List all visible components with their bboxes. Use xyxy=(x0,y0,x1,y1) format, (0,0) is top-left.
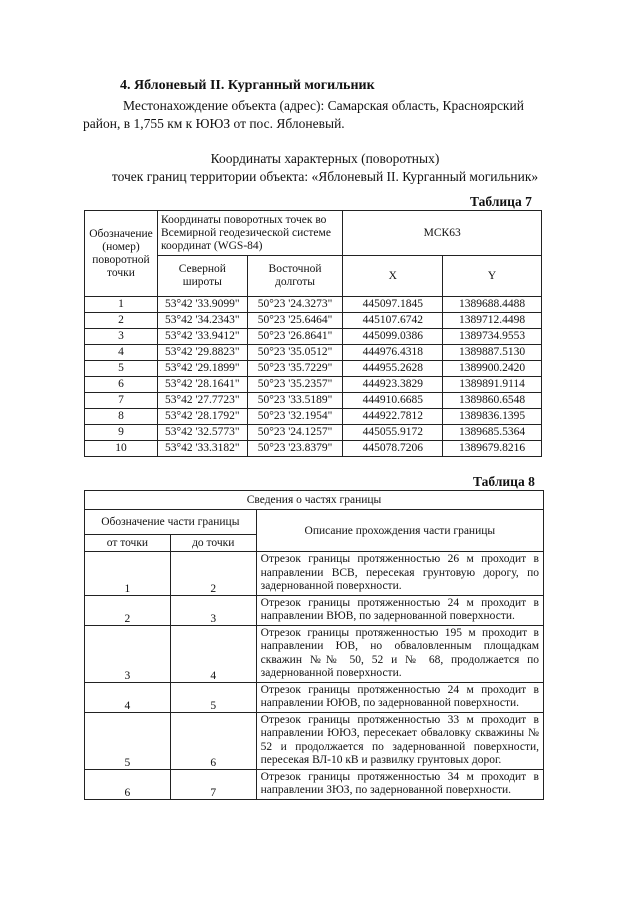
longitude-cell: 50°23 '35.7229" xyxy=(247,361,343,377)
latitude-cell: 53°42 '33.9099" xyxy=(157,297,247,313)
description-cell: Отрезок границы протяженностью 24 м проходит в направлении ВЮВ, по задернованной поверхности. xyxy=(256,595,543,625)
y-coordinate-cell: 1389836.1395 xyxy=(443,409,542,425)
y-coordinate-cell: 1389900.2420 xyxy=(443,361,542,377)
object-location: Местонахождение объекта (адрес): Самарская область, Красноярский район, в 1,755 км к ЮЮЗ от пос. Яблоневый. xyxy=(83,98,524,131)
point-number-cell: 8 xyxy=(85,409,158,425)
table-row xyxy=(85,769,544,799)
from-point-cell: 4 xyxy=(85,682,171,712)
point-number-cell: 1 xyxy=(85,297,158,313)
table-row xyxy=(85,393,542,409)
longitude-cell: 50°23 '23.8379" xyxy=(247,441,343,457)
description-cell: Отрезок границы протяженностью 33 м проходит в направлении ЮЮЗ, пересекает обваловку скважины № 52 и продолжается по задернованной поверхности, пересекая ВЛ-10 кВ и развилку грунтовых дорог. xyxy=(256,712,543,769)
latitude-cell: 53°42 '33.9412" xyxy=(157,329,247,345)
table-row xyxy=(85,712,544,769)
latitude-cell: 53°42 '34.2343" xyxy=(157,313,247,329)
to-point-cell: 6 xyxy=(170,712,256,769)
table-row xyxy=(85,345,542,361)
x-coordinate-cell: 445099.0386 xyxy=(343,329,443,345)
x-coordinate-cell: 445055.9172 xyxy=(343,425,443,441)
latitude-cell: 53°42 '29.1899" xyxy=(157,361,247,377)
y-coordinate-cell: 1389734.9553 xyxy=(443,329,542,345)
longitude-cell: 50°23 '26.8641" xyxy=(247,329,343,345)
x-coordinate-cell: 445107.6742 xyxy=(343,313,443,329)
header-y: Y xyxy=(443,256,542,297)
table-row xyxy=(85,682,544,712)
x-coordinate-cell: 445097.1845 xyxy=(343,297,443,313)
table-row xyxy=(85,377,542,393)
boundary-parts-caption: Сведения о частях границы xyxy=(85,491,544,510)
coordinates-title-line-1: Координаты характерных (поворотных) xyxy=(210,151,440,166)
y-coordinate-cell: 1389685.5364 xyxy=(443,425,542,441)
x-coordinate-cell: 444923.3829 xyxy=(343,377,443,393)
section-heading: 4. Яблоневый II. Курганный могильник xyxy=(120,78,375,93)
header-latitude: Северной широты xyxy=(157,256,247,297)
x-coordinate-cell: 444976.4318 xyxy=(343,345,443,361)
longitude-cell: 50°23 '24.3273" xyxy=(247,297,343,313)
header-to-point: до точки xyxy=(170,535,256,552)
y-coordinate-cell: 1389679.8216 xyxy=(443,441,542,457)
point-number-cell: 7 xyxy=(85,393,158,409)
coordinates-title-line-2: точек границ территории объекта: «Яблоневый II. Курганный могильник» xyxy=(111,169,539,184)
header-longitude: Восточной долготы xyxy=(247,256,343,297)
table-row xyxy=(85,441,542,457)
point-number-cell: 6 xyxy=(85,377,158,393)
longitude-cell: 50°23 '32.1954" xyxy=(247,409,343,425)
description-cell: Отрезок границы протяженностью 26 м проходит в направлении ВСВ, пересекая грунтовую дорогу, по задернованной поверхности. xyxy=(256,552,543,596)
x-coordinate-cell: 444910.6685 xyxy=(343,393,443,409)
coordinates-table xyxy=(84,210,542,457)
to-point-cell: 2 xyxy=(170,552,256,596)
table-row xyxy=(85,297,542,313)
description-cell: Отрезок границы протяженностью 195 м проходит в направлении ЮВ, но обваловленным площадкам скважин №№ 50, 52 и № 68, продолжается по задернованной поверхности. xyxy=(256,625,543,682)
header-x: X xyxy=(343,256,443,297)
point-number-cell: 5 xyxy=(85,361,158,377)
from-point-cell: 1 xyxy=(85,552,171,596)
header-wgs84: Координаты поворотных точек во Всемирной геодезической системе координат (WGS-84) xyxy=(157,211,342,256)
header-boundary-part: Обозначение части границы xyxy=(85,510,257,535)
table-row xyxy=(85,625,544,682)
y-coordinate-cell: 1389712.4498 xyxy=(443,313,542,329)
header-from-point: от точки xyxy=(85,535,171,552)
longitude-cell: 50°23 '35.2357" xyxy=(247,377,343,393)
coordinates-title xyxy=(60,150,590,186)
x-coordinate-cell: 444955.2628 xyxy=(343,361,443,377)
table8-label: Таблица 8 xyxy=(473,474,535,489)
longitude-cell: 50°23 '25.6464" xyxy=(247,313,343,329)
header-point-number: Обозначение (номер) поворотной точки xyxy=(85,211,158,297)
point-number-cell: 9 xyxy=(85,425,158,441)
table-row xyxy=(85,425,542,441)
y-coordinate-cell: 1389688.4488 xyxy=(443,297,542,313)
table7-label: Таблица 7 xyxy=(470,194,532,209)
table-row xyxy=(85,595,544,625)
description-cell: Отрезок границы протяженностью 24 м проходит в направлении ЮЮВ, по задернованной поверхности. xyxy=(256,682,543,712)
y-coordinate-cell: 1389887.5130 xyxy=(443,345,542,361)
table-row xyxy=(85,313,542,329)
to-point-cell: 3 xyxy=(170,595,256,625)
point-number-cell: 4 xyxy=(85,345,158,361)
latitude-cell: 53°42 '33.3182" xyxy=(157,441,247,457)
boundary-parts-table xyxy=(84,490,544,800)
point-number-cell: 3 xyxy=(85,329,158,345)
longitude-cell: 50°23 '35.0512" xyxy=(247,345,343,361)
latitude-cell: 53°42 '28.1792" xyxy=(157,409,247,425)
point-number-cell: 2 xyxy=(85,313,158,329)
from-point-cell: 5 xyxy=(85,712,171,769)
description-cell: Отрезок границы протяженностью 34 м проходит в направлении ЗЮЗ, по задернованной поверхности. xyxy=(256,769,543,799)
table-row xyxy=(85,329,542,345)
table-row xyxy=(85,361,542,377)
to-point-cell: 5 xyxy=(170,682,256,712)
latitude-cell: 53°42 '29.8823" xyxy=(157,345,247,361)
header-description: Описание прохождения части границы xyxy=(256,510,543,552)
y-coordinate-cell: 1389860.6548 xyxy=(443,393,542,409)
header-msk63: МСК63 xyxy=(343,211,542,256)
y-coordinate-cell: 1389891.9114 xyxy=(443,377,542,393)
table-row xyxy=(85,552,544,596)
x-coordinate-cell: 445078.7206 xyxy=(343,441,443,457)
point-number-cell: 10 xyxy=(85,441,158,457)
latitude-cell: 53°42 '28.1641" xyxy=(157,377,247,393)
from-point-cell: 6 xyxy=(85,769,171,799)
from-point-cell: 3 xyxy=(85,625,171,682)
x-coordinate-cell: 444922.7812 xyxy=(343,409,443,425)
to-point-cell: 7 xyxy=(170,769,256,799)
longitude-cell: 50°23 '24.1257" xyxy=(247,425,343,441)
table-row xyxy=(85,409,542,425)
latitude-cell: 53°42 '27.7723" xyxy=(157,393,247,409)
latitude-cell: 53°42 '32.5773" xyxy=(157,425,247,441)
from-point-cell: 2 xyxy=(85,595,171,625)
to-point-cell: 4 xyxy=(170,625,256,682)
longitude-cell: 50°23 '33.5189" xyxy=(247,393,343,409)
